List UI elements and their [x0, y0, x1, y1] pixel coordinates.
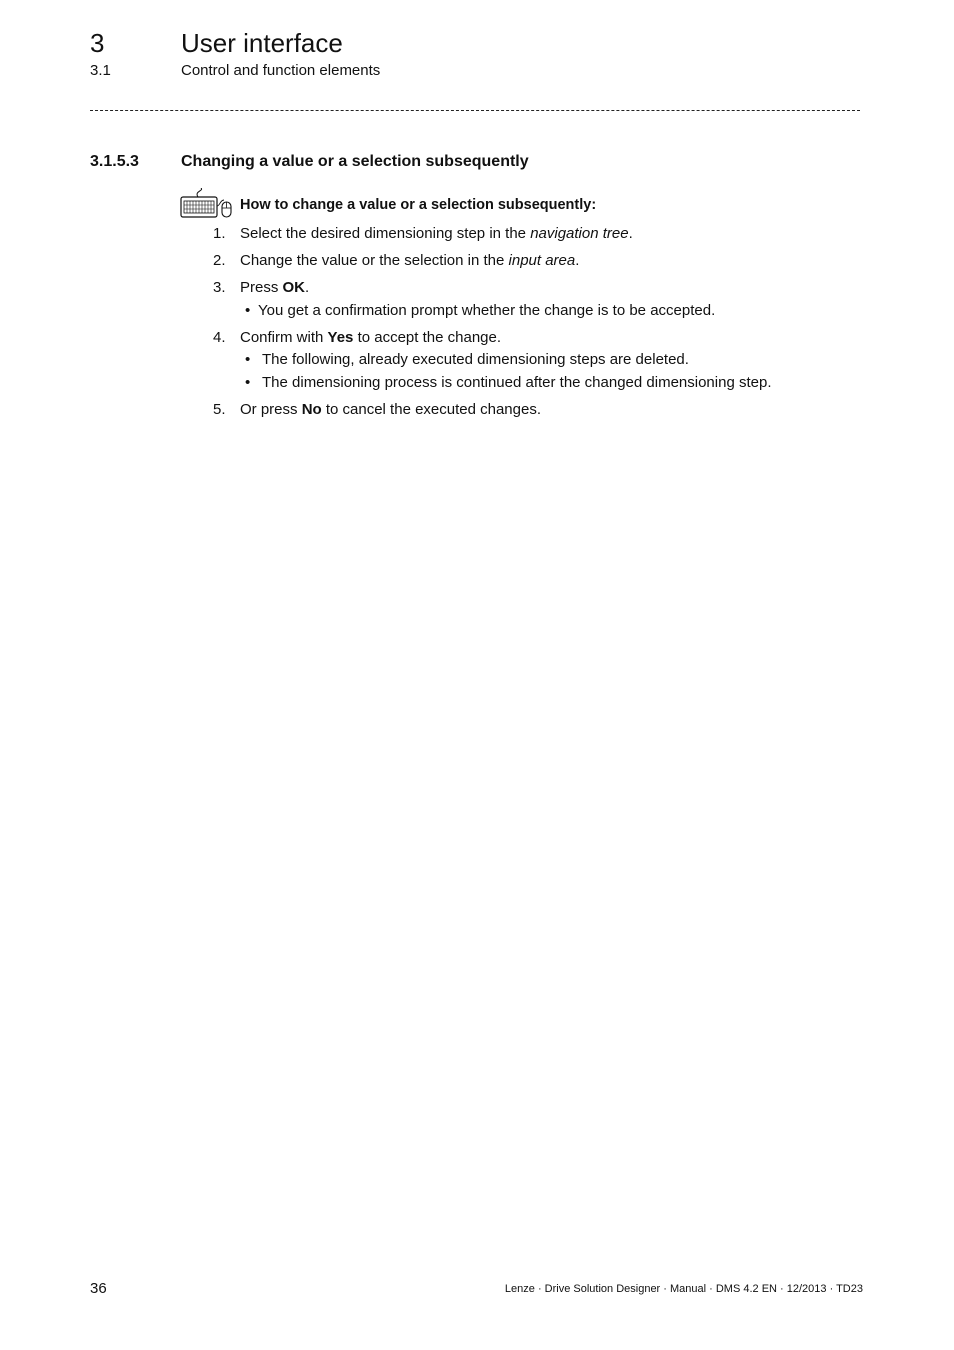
yes-button-label: Yes: [327, 329, 354, 346]
chapter-number: 3: [90, 28, 105, 58]
step-text: Press OK.: [240, 279, 310, 296]
section-title: Control and function elements: [181, 62, 381, 79]
no-button-label: No: [301, 401, 322, 418]
bullet-marker: •: [245, 351, 251, 368]
step-number: 3.: [213, 279, 226, 296]
step-text: Select the desired dimensioning step in the navigation tree.: [240, 225, 633, 242]
chapter-title: User interface: [181, 28, 343, 58]
ok-button-label: OK: [282, 279, 306, 296]
bullet-marker: •: [245, 374, 251, 391]
step-text: Confirm with Yes to accept the change.: [240, 329, 502, 346]
header-divider: [90, 110, 860, 111]
step-text: Or press No to cancel the executed changes.: [240, 401, 542, 418]
step-number: 2.: [213, 252, 226, 269]
bullet-marker: •: [245, 302, 251, 319]
subsection-number: 3.1.5.3: [90, 153, 139, 170]
bullet-text: The dimensioning process is continued after the changed dimensioning step.: [262, 374, 772, 391]
step-number: 1.: [213, 225, 226, 242]
howto-title: How to change a value or a selection subsequently:: [240, 197, 597, 213]
step-emphasis: navigation tree: [530, 225, 629, 242]
bullet-text: You get a confirmation prompt whether the change is to be accepted.: [258, 302, 716, 319]
subsection-title: Changing a value or a selection subsequently: [181, 153, 529, 170]
step-number: 5.: [213, 401, 226, 418]
section-number: 3.1: [90, 62, 111, 79]
footer-text: Lenze · Drive Solution Designer · Manual · DMS 4.2 EN · 12/2013 · TD23: [504, 1283, 863, 1295]
bullet-text: The following, already executed dimensioning steps are deleted.: [262, 351, 689, 368]
keyboard-mouse-icon: [180, 188, 234, 220]
page-number: 36: [90, 1280, 107, 1297]
step-number: 4.: [213, 329, 226, 346]
step-text: Change the value or the selection in the input area.: [240, 252, 580, 269]
step-emphasis: input area: [508, 252, 576, 269]
